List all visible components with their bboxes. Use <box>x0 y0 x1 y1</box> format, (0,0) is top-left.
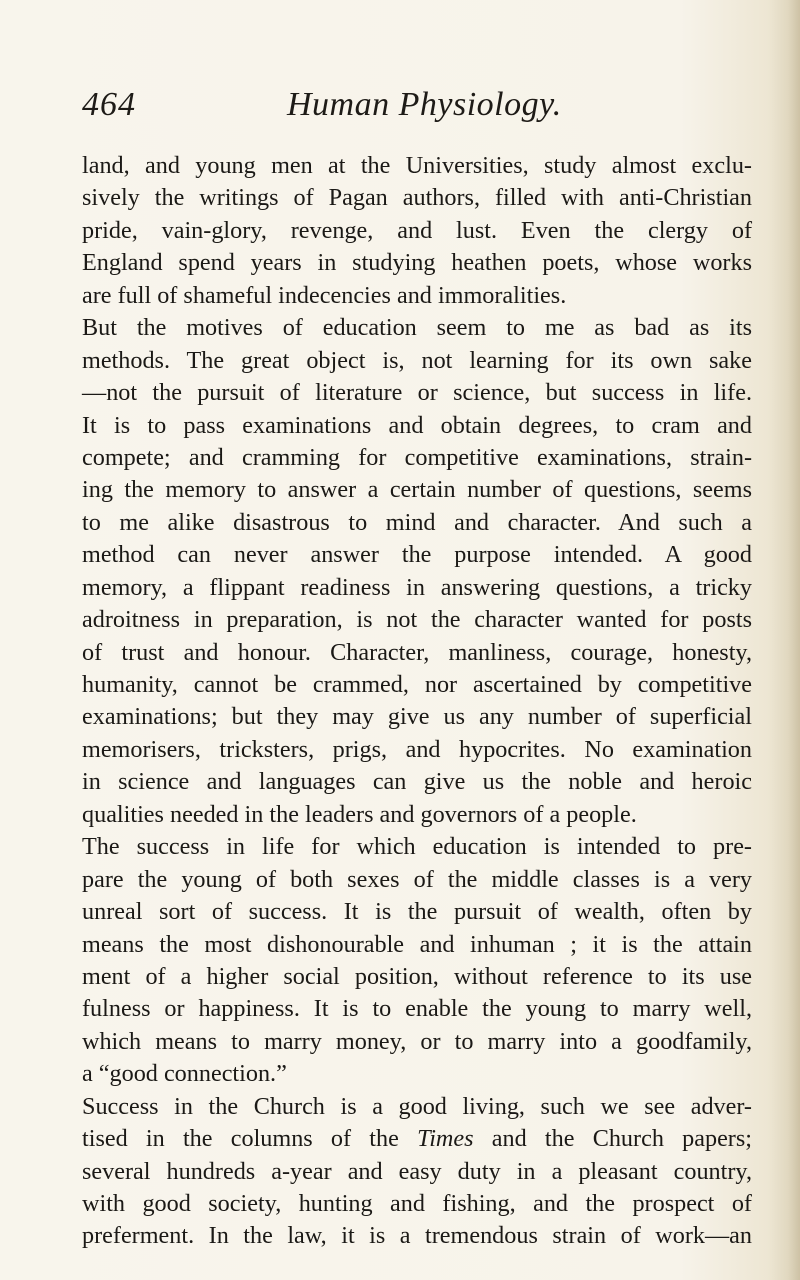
text-line: unreal sort of success. It is the pursuit of wealth, often by <box>82 898 752 926</box>
italic-title: Times <box>417 1125 474 1153</box>
text-line: several hundreds a-year and easy duty in a pleasant country, <box>82 1157 752 1185</box>
text-line: pride, vain-glory, revenge, and lust. Even the clergy of <box>82 216 752 244</box>
text-line: land, and young men at the Universities, study almost exclu- <box>82 152 752 179</box>
text-line: sively the writings of Pagan authors, filled with anti-Christian <box>82 184 752 212</box>
text-line: It is to pass examinations and obtain degrees, to cram and <box>82 411 752 439</box>
text-line: fulness or happiness. It is to enable the young to marry well, <box>82 995 752 1023</box>
text-line: with good society, hunting and fishing, and the prospect of <box>82 1190 752 1217</box>
text-line: adroitness in preparation, is not the character wanted for posts <box>82 606 752 634</box>
text-line <box>82 1123 752 1155</box>
text-line: compete; and cramming for competitive examinations, strain- <box>82 443 752 471</box>
text-segment: tised in the columns of the <box>82 1125 418 1153</box>
text-line: memorisers, tricksters, prigs, and hypocrites. No examination <box>82 735 752 763</box>
page-edge-shadow <box>788 0 800 1280</box>
text-line: But the motives of education seem to me as bad as its <box>82 314 752 342</box>
text-line: of trust and honour. Character, manliness, courage, honesty, <box>82 638 752 666</box>
body-text <box>82 150 752 1253</box>
text-line: preferment. In the law, it is a tremendous strain of work—an <box>82 1222 752 1250</box>
text-line: The success in life for which education is intended to pre- <box>82 833 752 861</box>
text-line: pare the young of both sexes of the middle classes is a very <box>82 865 752 893</box>
page-number: 464 <box>82 86 136 123</box>
running-title: Human Physiology. <box>287 86 562 123</box>
text-line: a “good connection.” <box>82 1060 287 1088</box>
text-line: ment of a higher social position, without reference to its use <box>82 962 752 990</box>
text-line: in science and languages can give us the noble and heroic <box>82 768 752 796</box>
text-line: England spend years in studying heathen poets, whose works <box>82 249 752 277</box>
text-line: to me alike disastrous to mind and character. And such a <box>82 508 752 536</box>
text-line: means the most dishonourable and inhuman ; it is the attain <box>82 930 752 958</box>
text-line: —not the pursuit of literature or science, but success in life. <box>82 379 752 407</box>
text-line: memory, a flippant readiness in answering questions, a tricky <box>82 573 752 601</box>
text-line: which means to marry money, or to marry into a goodfamily, <box>82 1027 752 1055</box>
text-segment: and the Church papers; <box>473 1125 752 1153</box>
text-line: are full of shameful indecencies and immoralities. <box>82 281 567 309</box>
text-line: humanity, cannot be crammed, nor ascertained by competitive <box>82 671 752 698</box>
text-line: method can never answer the purpose intended. A good <box>82 541 752 569</box>
text-line: qualities needed in the leaders and governors of a people. <box>82 800 637 828</box>
text-line: Success in the Church is a good living, such we see adver- <box>82 1092 752 1120</box>
page-header <box>82 86 762 136</box>
text-line: ing the memory to answer a certain number of questions, seems <box>82 476 752 504</box>
text-line: examinations; but they may give us any number of superficial <box>82 703 752 731</box>
text-line: methods. The great object is, not learning for its own sake <box>82 346 752 374</box>
